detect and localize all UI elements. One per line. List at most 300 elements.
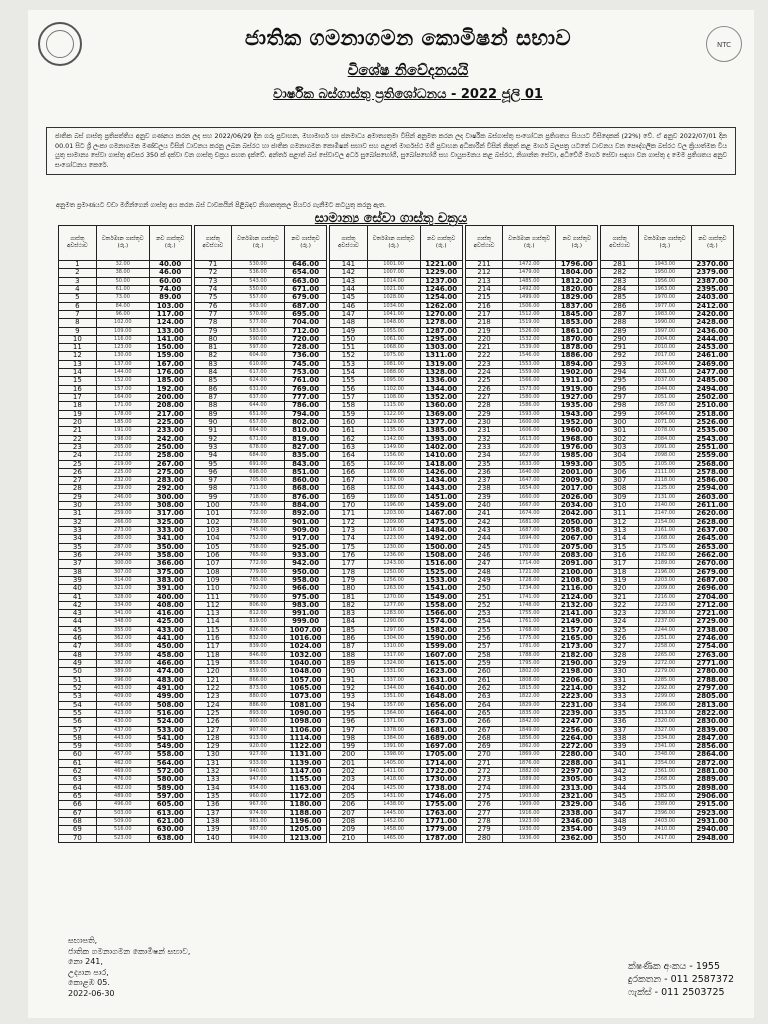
- fare-stage: 195: [330, 709, 368, 717]
- new-fare: 425.00: [149, 618, 191, 626]
- new-fare: 2370.00: [691, 261, 733, 269]
- fare-stage: 127: [194, 726, 232, 734]
- current-fare: 893.00: [232, 709, 285, 717]
- new-fare: 933.00: [284, 551, 326, 559]
- fare-stage: 34: [59, 535, 97, 543]
- new-fare: 1106.00: [284, 726, 326, 734]
- current-fare: 450.00: [96, 743, 149, 751]
- new-fare: 1886.00: [556, 352, 598, 360]
- new-fare: 2502.00: [691, 394, 733, 402]
- fare-stage: 308: [601, 485, 639, 493]
- current-fare: 1519.00: [503, 319, 556, 327]
- new-fare: 2670.00: [691, 560, 733, 568]
- fare-stage: 106: [194, 551, 232, 559]
- fare-stage: 270: [465, 751, 503, 759]
- fare-stage: 196: [330, 718, 368, 726]
- fare-stage: 111: [194, 593, 232, 601]
- fare-stage: 222: [465, 352, 503, 360]
- table-row: [601, 668, 734, 676]
- current-fare: 637.00: [232, 394, 285, 402]
- current-fare: 974.00: [232, 809, 285, 817]
- current-fare: 550.00: [232, 285, 285, 293]
- new-fare: 2915.00: [691, 801, 733, 809]
- current-fare: 1162.00: [367, 460, 420, 468]
- fare-stage: 22: [59, 435, 97, 443]
- fare-stage: 287: [601, 310, 639, 318]
- current-fare: 409.00: [96, 693, 149, 701]
- new-fare: 2494.00: [691, 385, 733, 393]
- current-fare: 1627.00: [503, 452, 556, 460]
- fare-stage: 175: [330, 543, 368, 551]
- new-fare: 2058.00: [556, 527, 598, 535]
- table-row: [465, 485, 598, 493]
- new-fare: 2763.00: [691, 651, 733, 659]
- table-row: [601, 269, 734, 277]
- table-row: [194, 535, 327, 543]
- fare-stage: 118: [194, 651, 232, 659]
- fare-stage: 334: [601, 701, 639, 709]
- state-emblem-icon: [38, 22, 82, 66]
- new-fare: 671.00: [284, 285, 326, 293]
- fare-stage: 78: [194, 319, 232, 327]
- fare-stage: 122: [194, 684, 232, 692]
- current-fare: 1788.00: [503, 651, 556, 659]
- fare-stage: 255: [465, 626, 503, 634]
- fare-stage: 74: [194, 285, 232, 293]
- new-fare: 2264.00: [556, 734, 598, 742]
- current-fare: 2125.00: [638, 485, 691, 493]
- table-row: [59, 452, 192, 460]
- table-row: [59, 751, 192, 759]
- fare-stage: 229: [465, 410, 503, 418]
- new-fare: 1319.00: [420, 360, 462, 368]
- new-fare: 1007.00: [284, 626, 326, 634]
- table-row: [59, 834, 192, 842]
- table-row: [330, 510, 463, 518]
- table-row: [194, 834, 327, 842]
- table-row: [465, 693, 598, 701]
- new-fare: 133.00: [149, 327, 191, 335]
- new-fare: 2083.00: [556, 551, 598, 559]
- current-fare: 1304.00: [367, 635, 420, 643]
- current-fare: 2251.00: [638, 635, 691, 643]
- new-fare: 2822.00: [691, 709, 733, 717]
- table-row: [194, 560, 327, 568]
- table-row: [59, 585, 192, 593]
- table-row: [601, 402, 734, 410]
- new-fare: 728.00: [284, 344, 326, 352]
- new-fare: 2461.00: [691, 352, 733, 360]
- fare-stage: 132: [194, 768, 232, 776]
- fare-stage: 131: [194, 759, 232, 767]
- current-fare: 1849.00: [503, 726, 556, 734]
- fare-stage: 95: [194, 460, 232, 468]
- table-row: [465, 377, 598, 385]
- new-fare: 1787.00: [420, 834, 462, 842]
- fare-stage: 345: [601, 793, 639, 801]
- fare-stage: 283: [601, 277, 639, 285]
- current-fare: 1142.00: [367, 435, 420, 443]
- new-fare: 508.00: [149, 701, 191, 709]
- fare-stage: 301: [601, 427, 639, 435]
- new-fare: 217.00: [149, 410, 191, 418]
- fare-stage: 71: [194, 261, 232, 269]
- fare-stage: 42: [59, 601, 97, 609]
- current-fare: 232.00: [96, 477, 149, 485]
- new-fare: 1147.00: [284, 768, 326, 776]
- current-fare: 1492.00: [503, 285, 556, 293]
- fare-stage: 297: [601, 394, 639, 402]
- fare-stage: 98: [194, 485, 232, 493]
- current-fare: 1889.00: [503, 776, 556, 784]
- new-fare: 1861.00: [556, 327, 598, 335]
- new-fare: 2313.00: [556, 784, 598, 792]
- new-fare: 2923.00: [691, 809, 733, 817]
- table-row: [59, 294, 192, 302]
- current-fare: 1775.00: [503, 635, 556, 643]
- table-row: [601, 510, 734, 518]
- table-row: [194, 801, 327, 809]
- new-fare: 1303.00: [420, 344, 462, 352]
- current-fare: 482.00: [96, 784, 149, 792]
- current-fare: 1452.00: [367, 817, 420, 825]
- new-fare: 2611.00: [691, 502, 733, 510]
- fare-stage: 167: [330, 477, 368, 485]
- new-fare: 524.00: [149, 718, 191, 726]
- fare-stage: 65: [59, 793, 97, 801]
- current-fare: 389.00: [96, 668, 149, 676]
- current-fare: 839.00: [232, 643, 285, 651]
- new-fare: 1311.00: [420, 352, 462, 360]
- current-fare: 1580.00: [503, 394, 556, 402]
- fare-stage: 252: [465, 601, 503, 609]
- new-fare: 1500.00: [420, 543, 462, 551]
- table-row: [330, 402, 463, 410]
- fare-stage: 247: [465, 560, 503, 568]
- current-fare: 691.00: [232, 460, 285, 468]
- new-fare: 991.00: [284, 610, 326, 618]
- new-fare: 2124.00: [556, 593, 598, 601]
- current-fare: 1815.00: [503, 684, 556, 692]
- current-fare: 1876.00: [503, 759, 556, 767]
- fare-stage: 120: [194, 668, 232, 676]
- old-fare-header: වර්තමාන ගාස්තුව (රු.): [367, 226, 420, 261]
- fare-stage: 335: [601, 709, 639, 717]
- current-fare: 1230.00: [367, 543, 420, 551]
- current-fare: 1324.00: [367, 660, 420, 668]
- fare-stage: 294: [601, 369, 639, 377]
- new-fare: 2050.00: [556, 518, 598, 526]
- current-fare: 758.00: [232, 543, 285, 551]
- table-row: [601, 294, 734, 302]
- new-fare: 185.00: [149, 377, 191, 385]
- current-fare: 2279.00: [638, 668, 691, 676]
- new-fare: 2578.00: [691, 468, 733, 476]
- new-fare: 466.00: [149, 660, 191, 668]
- table-row: [59, 402, 192, 410]
- current-fare: 403.00: [96, 684, 149, 692]
- fare-stage: 143: [330, 277, 368, 285]
- current-fare: 2051.00: [638, 394, 691, 402]
- fare-stage: 280: [465, 834, 503, 842]
- current-fare: 396.00: [96, 676, 149, 684]
- current-fare: 1007.00: [367, 269, 420, 277]
- table-row: [601, 618, 734, 626]
- special-notice-title: විශේෂ නිවේදනයයි: [347, 61, 469, 79]
- new-fare: 1590.00: [420, 635, 462, 643]
- current-fare: 873.00: [232, 684, 285, 692]
- current-fare: 846.00: [232, 651, 285, 659]
- current-fare: 2182.00: [638, 551, 691, 559]
- new-fare: 1073.00: [284, 693, 326, 701]
- new-fare: 1344.00: [420, 385, 462, 393]
- new-fare: 375.00: [149, 568, 191, 576]
- current-fare: 718.00: [232, 493, 285, 501]
- new-fare: 2075.00: [556, 543, 598, 551]
- current-fare: 130.00: [96, 352, 149, 360]
- current-fare: 1997.00: [638, 327, 691, 335]
- current-fare: 1687.00: [503, 527, 556, 535]
- current-fare: 2389.00: [638, 801, 691, 809]
- fare-stage: 243: [465, 527, 503, 535]
- current-fare: 462.00: [96, 759, 149, 767]
- new-fare: 1484.00: [420, 527, 462, 535]
- current-fare: 1667.00: [503, 502, 556, 510]
- new-fare: 233.00: [149, 427, 191, 435]
- new-fare: 2026.00: [556, 493, 598, 501]
- fare-stage: 309: [601, 493, 639, 501]
- new-fare: 2305.00: [556, 776, 598, 784]
- fare-stage: 11: [59, 344, 97, 352]
- new-fare: 2603.00: [691, 493, 733, 501]
- table-row: [601, 427, 734, 435]
- current-fare: 73.00: [96, 294, 149, 302]
- fare-stage: 206: [330, 801, 368, 809]
- new-fare: 1755.00: [420, 801, 462, 809]
- current-fare: 1479.00: [503, 269, 556, 277]
- current-fare: 1149.00: [367, 443, 420, 451]
- fare-stage: 209: [330, 826, 368, 834]
- table-row: [601, 834, 734, 842]
- new-fare: 2721.00: [691, 610, 733, 618]
- current-fare: 2071.00: [638, 418, 691, 426]
- current-fare: 792.00: [232, 585, 285, 593]
- fare-stage: 185: [330, 626, 368, 634]
- fare-stage: 235: [465, 460, 503, 468]
- current-fare: 355.00: [96, 626, 149, 634]
- current-fare: 1741.00: [503, 593, 556, 601]
- current-fare: 1835.00: [503, 709, 556, 717]
- table-row: [59, 319, 192, 327]
- new-fare: 1771.00: [420, 817, 462, 825]
- table-row: [465, 643, 598, 651]
- new-fare: 441.00: [149, 635, 191, 643]
- current-fare: 597.00: [232, 344, 285, 352]
- current-fare: 1371.00: [367, 718, 420, 726]
- new-fare: 2477.00: [691, 369, 733, 377]
- fare-stage: 54: [59, 701, 97, 709]
- new-fare: 2948.00: [691, 834, 733, 842]
- new-fare: 2586.00: [691, 477, 733, 485]
- new-fare: 819.00: [284, 435, 326, 443]
- current-fare: 900.00: [232, 718, 285, 726]
- current-fare: 1405.00: [367, 759, 420, 767]
- new-fare: 89.00: [149, 294, 191, 302]
- new-fare: 1960.00: [556, 427, 598, 435]
- table-row: [330, 751, 463, 759]
- fare-stage: 236: [465, 468, 503, 476]
- current-fare: 819.00: [232, 618, 285, 626]
- current-fare: 2368.00: [638, 776, 691, 784]
- current-fare: 2118.00: [638, 477, 691, 485]
- fare-stage: 347: [601, 809, 639, 817]
- current-fare: 1936.00: [503, 834, 556, 842]
- new-fare: 2001.00: [556, 468, 598, 476]
- fare-stage: 23: [59, 443, 97, 451]
- fare-stage: 291: [601, 344, 639, 352]
- new-fare: 2256.00: [556, 726, 598, 734]
- table-row: [330, 352, 463, 360]
- new-fare: 1040.00: [284, 660, 326, 668]
- current-fare: 812.00: [232, 610, 285, 618]
- new-fare: 1705.00: [420, 751, 462, 759]
- current-fare: 657.00: [232, 418, 285, 426]
- current-fare: 664.00: [232, 427, 285, 435]
- fare-stage: 190: [330, 668, 368, 676]
- fare-stage: 274: [465, 784, 503, 792]
- fare-stage: 7: [59, 310, 97, 318]
- new-fare: 2297.00: [556, 768, 598, 776]
- new-fare: 2214.00: [556, 684, 598, 692]
- fare-stage: 25: [59, 460, 97, 468]
- new-fare: 2034.00: [556, 502, 598, 510]
- table-row: [465, 319, 598, 327]
- new-fare: 1385.00: [420, 427, 462, 435]
- table-row: [59, 560, 192, 568]
- new-fare: 1221.00: [420, 261, 462, 269]
- fare-stage: 293: [601, 360, 639, 368]
- fare-stage: 337: [601, 726, 639, 734]
- new-fare: 2653.00: [691, 543, 733, 551]
- new-fare: 1746.00: [420, 793, 462, 801]
- new-fare: 1976.00: [556, 443, 598, 451]
- notice-paragraph: ජාතික බස් ගාස්තු ප්‍රතිපත්තිය අනුව ගණනය කරන ලද සහ 2022/06/29 දින ගරු ප්‍රවාහන, මහාමාර්ග හා ජනමාධ්‍ය අමාත්‍යතුමා විසින් අනුමත කරන ලද වාර්ෂික බස්ගාස්තු සංශෝධන ප්‍රතිශතය සියයට විසිදෙකක් (22%) වේ. ඒ අනුව 2022/07/01 දින 00.01 සිට ශ්‍රී ලංකා ගමනාගමන මණ්ඩලය විසින් ධාවනය කරනු ලබන බස්රථ හා ජාතික ගමනාගමන කොමිෂන් සභාව සහ පළාත් මාර්ගස්ථ මගී ප්‍රවාහන අධිකාරීන් විසින් නිකුත් කළ මාර්ග බලපත්‍ර යටතේ ධාවනය වන පෞද්ගලික බස්රථ වල ක්‍රියාත්මක විය යුතු සාමාන්‍ය සේවා ගාස්තු අවසර 350 ක් දක්වා වන ගාස්තු චක්‍රය පහත දැක්වේ. අන්තර් පළාත් බස් සේවාවල අර්ධ සුඛෝපභෝගී, සුඛෝපභෝගී සහ වායුසමනය කළ බස්රථ, නිශාන්ත සේවා, අධිවේගී මාර්ග සේවා සඳහා වන ගාස්තු ද මෙම ප්‍රතිශතය අනුව සංශෝධනය කෙරේ.: [46, 127, 736, 175]
- new-fare: 1278.00: [420, 319, 462, 327]
- new-fare: 901.00: [284, 518, 326, 526]
- fare-stage: 174: [330, 535, 368, 543]
- fare-stage: 46: [59, 635, 97, 643]
- new-fare: 1558.00: [420, 601, 462, 609]
- new-fare: 2108.00: [556, 576, 598, 584]
- current-fare: 280.00: [96, 535, 149, 543]
- fare-stage: 330: [601, 668, 639, 676]
- table-row: [465, 510, 598, 518]
- new-fare: 176.00: [149, 369, 191, 377]
- new-fare: 74.00: [149, 285, 191, 293]
- current-fare: 2244.00: [638, 626, 691, 634]
- current-fare: 1378.00: [367, 726, 420, 734]
- new-fare: 753.00: [284, 369, 326, 377]
- phone-number: දුරකතන - 011 2587372: [628, 974, 735, 985]
- current-fare: 503.00: [96, 809, 149, 817]
- new-fare: 350.00: [149, 543, 191, 551]
- new-fare: 687.00: [284, 302, 326, 310]
- new-fare: 2535.00: [691, 427, 733, 435]
- fare-stage: 320: [601, 585, 639, 593]
- current-fare: 1593.00: [503, 410, 556, 418]
- current-fare: 671.00: [232, 435, 285, 443]
- new-fare: 1237.00: [420, 277, 462, 285]
- new-fare: 1402.00: [420, 443, 462, 451]
- fare-stage: 101: [194, 510, 232, 518]
- current-fare: 2203.00: [638, 576, 691, 584]
- table-row: [601, 718, 734, 726]
- fare-stage: 230: [465, 418, 503, 426]
- fare-stage: 12: [59, 352, 97, 360]
- current-fare: 2375.00: [638, 784, 691, 792]
- fare-stage: 350: [601, 834, 639, 842]
- current-fare: 1977.00: [638, 302, 691, 310]
- new-fare: 2444.00: [691, 335, 733, 343]
- current-fare: 157.00: [96, 385, 149, 393]
- new-fare: 2518.00: [691, 410, 733, 418]
- new-fare: 1599.00: [420, 643, 462, 651]
- new-fare: 983.00: [284, 601, 326, 609]
- current-fare: 287.00: [96, 543, 149, 551]
- new-fare: 1829.00: [556, 294, 598, 302]
- fare-stage: 217: [465, 310, 503, 318]
- fare-stage: 342: [601, 768, 639, 776]
- current-fare: 321.00: [96, 585, 149, 593]
- fare-stage: 142: [330, 269, 368, 277]
- current-fare: 212.00: [96, 452, 149, 460]
- fare-stage: 315: [601, 543, 639, 551]
- current-fare: 2327.00: [638, 726, 691, 734]
- current-fare: 253.00: [96, 502, 149, 510]
- current-fare: 273.00: [96, 527, 149, 535]
- new-fare: 2881.00: [691, 768, 733, 776]
- fare-stage: 227: [465, 394, 503, 402]
- current-fare: 1034.00: [367, 302, 420, 310]
- table-row: [59, 377, 192, 385]
- address-line: උද්‍යාන පාර,: [68, 967, 109, 977]
- current-fare: 1485.00: [503, 277, 556, 285]
- new-fare: 1352.00: [420, 394, 462, 402]
- new-fare: 1057.00: [284, 676, 326, 684]
- fare-table-column: [465, 225, 599, 843]
- fare-stage: 198: [330, 734, 368, 742]
- new-fare: 1837.00: [556, 302, 598, 310]
- fare-stage: 156: [330, 385, 368, 393]
- new-fare: 1434.00: [420, 477, 462, 485]
- fare-stage: 123: [194, 693, 232, 701]
- current-fare: 1411.00: [367, 768, 420, 776]
- current-fare: 1573.00: [503, 385, 556, 393]
- current-fare: 987.00: [232, 826, 285, 834]
- new-fare: 2898.00: [691, 784, 733, 792]
- current-fare: 1088.00: [367, 369, 420, 377]
- current-fare: 2044.00: [638, 385, 691, 393]
- new-fare: 292.00: [149, 485, 191, 493]
- new-fare: 2856.00: [691, 743, 733, 751]
- fare-stage: 188: [330, 651, 368, 659]
- fare-stage: 67: [59, 809, 97, 817]
- new-fare: 400.00: [149, 593, 191, 601]
- fare-stage: 182: [330, 601, 368, 609]
- fare-stage: 162: [330, 435, 368, 443]
- new-fare: 200.00: [149, 394, 191, 402]
- current-fare: 185.00: [96, 418, 149, 426]
